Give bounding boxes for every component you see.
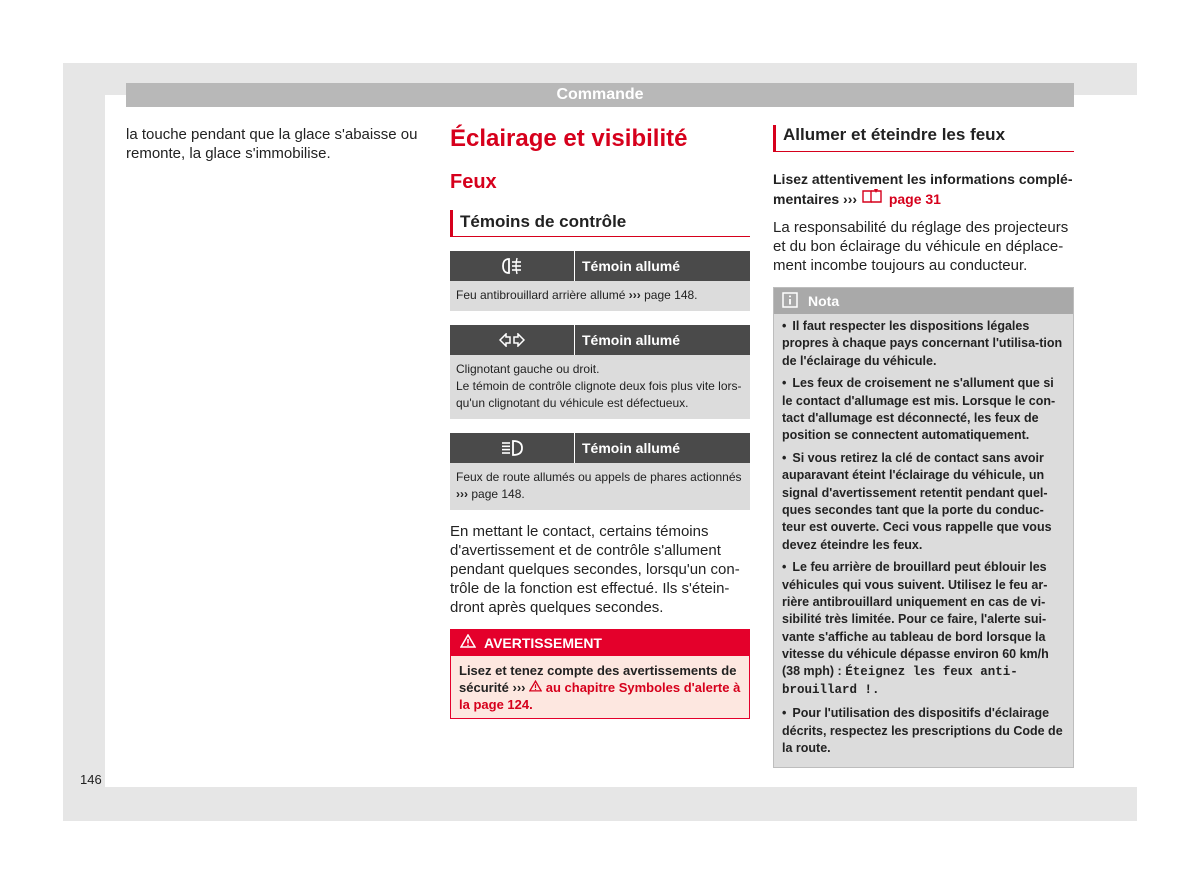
rear-fog-light-icon: [450, 251, 575, 281]
chapter-title: Éclairage et visibilité: [450, 125, 688, 152]
column-right: [773, 125, 1074, 768]
column-left: [126, 125, 426, 163]
indicator-description: Feu antibrouillard arrière allumé ››› page 148.: [450, 281, 750, 311]
subsection-heading: Témoins de contrôle: [450, 210, 750, 237]
warning-triangle-icon: [460, 630, 476, 656]
indicator-description: Feux de route allumés ou appels de phares actionnés ››› page 148.: [450, 463, 750, 510]
body-paragraph: La responsabilité du réglage des projecteurs et du bon éclairage du véhicule en déplace-ment incombe toujours au conducteur.: [773, 219, 1069, 274]
section-title: Feux: [450, 171, 497, 193]
note-title: Nota: [808, 293, 840, 309]
dashboard-message: Éteignez les feux anti-brouillard !.: [782, 665, 1018, 698]
indicator-label: Témoin allumé: [582, 258, 681, 274]
turn-signal-icon: [450, 325, 575, 355]
note-list: [774, 314, 1073, 767]
page-reference[interactable]: page 148.: [644, 288, 698, 302]
page-number: 146: [80, 772, 102, 787]
body-paragraph: En mettant le contact, certains témoins d'avertissement et de contrôle s'allument pendant quelques secondes, lorsqu'un con-trôle de la fonction est effectué. Ils s'étein-dront après quelques secondes.: [450, 523, 740, 616]
chapter-link[interactable]: au chapitre Symboles d'alerte à la page 124.: [459, 680, 741, 712]
note-item: • Les feux de croisement ne s'allument que si le contact d'allumage est mis. Lorsque le con-tact d'allumage est déconnecté, les feux de position se connectent automatiquement.: [782, 375, 1065, 444]
page-reference[interactable]: page 31: [888, 191, 941, 207]
warning-text: Lisez et tenez compte des avertissements de sécurité ››› au chapitre Symboles d'alerte à la page 124.: [459, 663, 741, 712]
section-heading: Allumer et éteindre les feux: [773, 125, 1074, 152]
note-box: [773, 287, 1074, 768]
indicator-table-high-beam: [450, 433, 750, 510]
indicator-description: Clignotant gauche ou droit. Le témoin de contrôle clignote deux fois plus vite lors-qu'un clignotant du véhicule est défectueux.: [450, 355, 750, 419]
chapter-header: Commande: [126, 83, 1074, 107]
indicator-table-fog: [450, 251, 750, 311]
warning-box: [450, 629, 750, 719]
note-item: • Pour l'utilisation des dispositifs d'éclairage décrits, respectez les prescriptions du Code de la route.: [782, 705, 1065, 757]
continued-text: la touche pendant que la glace s'abaisse ou remonte, la glace s'immobilise.: [126, 126, 418, 162]
book-reference-icon: [861, 191, 889, 207]
indicator-table-turn-signal: [450, 325, 750, 419]
note-item: • Le feu arrière de brouillard peut éblouir les véhicules qui vous suivent. Utilisez le feu ar-rière antibrouillard uniquement en cas de vi-sibilité très limitée. Pour ce faire, l'alerte sui-vante s'affiche au tableau de bord lorsque la vitesse du véhicule dépasse environ 60 km/h (38 mph) : Éteignez les feux anti-brouillard !.: [782, 559, 1065, 699]
note-item: • Il faut respecter les dispositions légales propres à chaque pays concernant l'utilisa-tion de l'éclairage du véhicule.: [782, 318, 1065, 370]
high-beam-icon: [450, 433, 575, 463]
page-reference[interactable]: page 148.: [471, 487, 525, 501]
note-item: • Si vous retirez la clé de contact sans avoir auparavant éteint l'éclairage du véhicule, un signal d'avertissement retentit pendant quel-ques secondes tant que la porte du conduc-teur est ouverte. Ceci vous rappelle que vous devez éteindre les feux.: [782, 450, 1065, 554]
indicator-label: Témoin allumé: [582, 332, 681, 348]
intro-text: Lisez attentivement les informations complé-mentaires ››› page 31: [773, 171, 1073, 207]
column-middle: [450, 122, 750, 719]
indicator-label: Témoin allumé: [582, 440, 681, 456]
warning-triangle-icon: [529, 680, 542, 695]
info-icon: [782, 292, 798, 311]
warning-title: AVERTISSEMENT: [484, 635, 602, 651]
